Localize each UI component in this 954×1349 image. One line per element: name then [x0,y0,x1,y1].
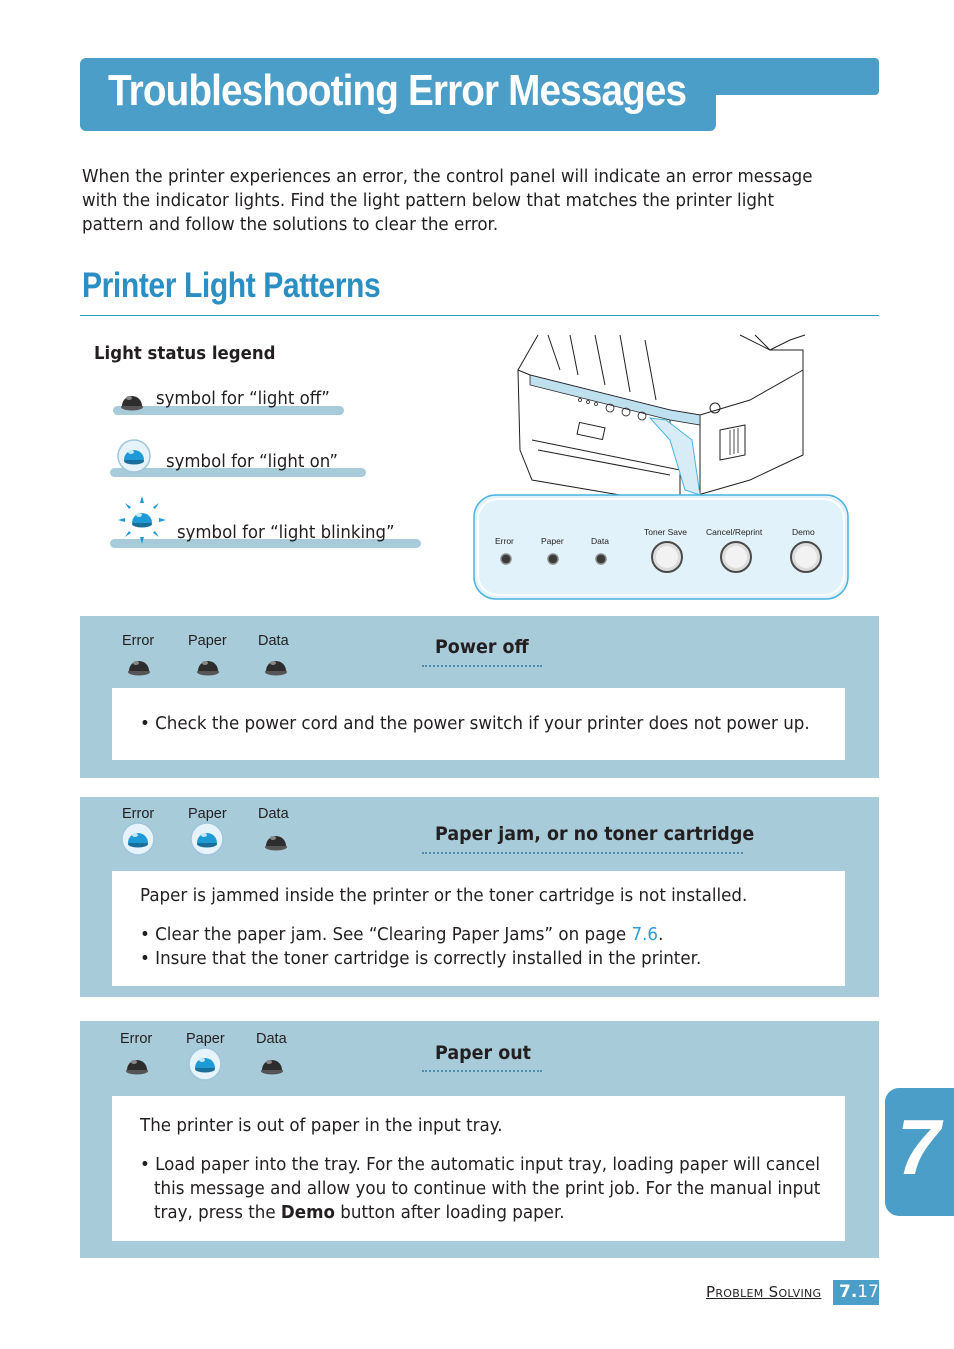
cp-label-demo: Demo [792,527,815,537]
demo-button[interactable] [788,539,824,575]
legend-label-blinking: symbol for “light blinking” [177,522,395,543]
title-band-extension [700,58,879,95]
bullet-power-cord: • Check the power cord and the power switch if your printer does not power up. [140,714,810,734]
page-link[interactable]: 7.6 [631,925,659,945]
page-title: Troubleshooting Error Messages [108,66,687,115]
bullet-load-paper-line2: this message and allow you to continue with the print job. For the manual input [154,1179,821,1199]
section-divider [80,315,879,316]
pattern-description: The printer is out of paper in the input tray. [140,1116,503,1136]
led-label-paper: Paper [188,633,227,649]
led-label-error: Error [122,633,155,649]
data-light-off-icon [259,1052,285,1076]
pattern-heading: Paper jam, or no toner cartridge [435,823,755,845]
light-on-icon [116,438,152,474]
paper-light-on-icon [189,821,225,857]
footer-page-number: 7.17 [833,1280,879,1305]
section-heading: Printer Light Patterns [82,266,381,305]
chapter-number: 7 [897,1103,941,1191]
legend-title: Light status legend [94,343,276,364]
paper-light-on-icon [187,1046,223,1082]
data-light-off-icon [263,828,289,852]
pattern-description: Paper is jammed inside the printer or the toner cartridge is not installed. [140,886,748,906]
pattern-card [112,871,845,986]
footer-section-name: Problem Solving [706,1283,822,1301]
toner-save-button[interactable] [649,539,685,575]
cp-label-data: Data [591,536,609,546]
heading-dotted-rule [422,852,743,854]
led-label-error: Error [122,806,155,822]
pattern-heading: Paper out [435,1042,532,1064]
led-label-data: Data [258,633,289,649]
error-light-off-icon [124,1052,150,1076]
bullet-load-paper-line3: tray, press the Demo button after loading paper. [154,1203,565,1223]
legend-label-off: symbol for “light off” [156,388,330,409]
cp-label-error: Error [495,536,514,546]
led-label-data: Data [256,1031,287,1047]
bullet-clear-jam: • Clear the paper jam. See “Clearing Paper Jams” on page 7.6. [140,925,664,945]
led-label-error: Error [120,1031,153,1047]
light-blinking-icon [116,494,168,546]
paper-light-off-icon [195,653,221,677]
legend-label-on: symbol for “light on” [166,451,338,472]
heading-dotted-rule [422,1070,542,1072]
cp-label-toner-save: Toner Save [644,527,687,537]
pattern-paper-jam [80,797,879,997]
cp-label-cancel-reprint: Cancel/Reprint [706,527,763,537]
light-off-icon [119,388,145,412]
error-light-on-icon [120,821,156,857]
pattern-heading: Power off [435,636,529,658]
error-light-off-icon [126,653,152,677]
data-light-off-icon [263,653,289,677]
bullet-toner-installed: • Insure that the toner cartridge is correctly installed in the printer. [140,949,702,969]
led-label-paper: Paper [186,1031,225,1047]
led-label-data: Data [258,806,289,822]
pattern-paper-out [80,1021,879,1258]
led-label-paper: Paper [188,806,227,822]
cp-indicator-leds [495,550,615,570]
pattern-card [112,1096,845,1241]
cp-label-paper: Paper [541,536,564,546]
intro-paragraph: When the printer experiences an error, the control panel will indicate an error message with the indicator lights. Find the light pattern below that matches the printer light pattern and follow the solutions to clear the error. [82,167,813,235]
bullet-load-paper-line1: • Load paper into the tray. For the automatic input tray, loading paper will cancel [140,1155,820,1175]
heading-dotted-rule [422,665,542,667]
pattern-power-off [80,616,879,778]
cancel-reprint-button[interactable] [718,539,754,575]
pattern-card [112,688,845,760]
